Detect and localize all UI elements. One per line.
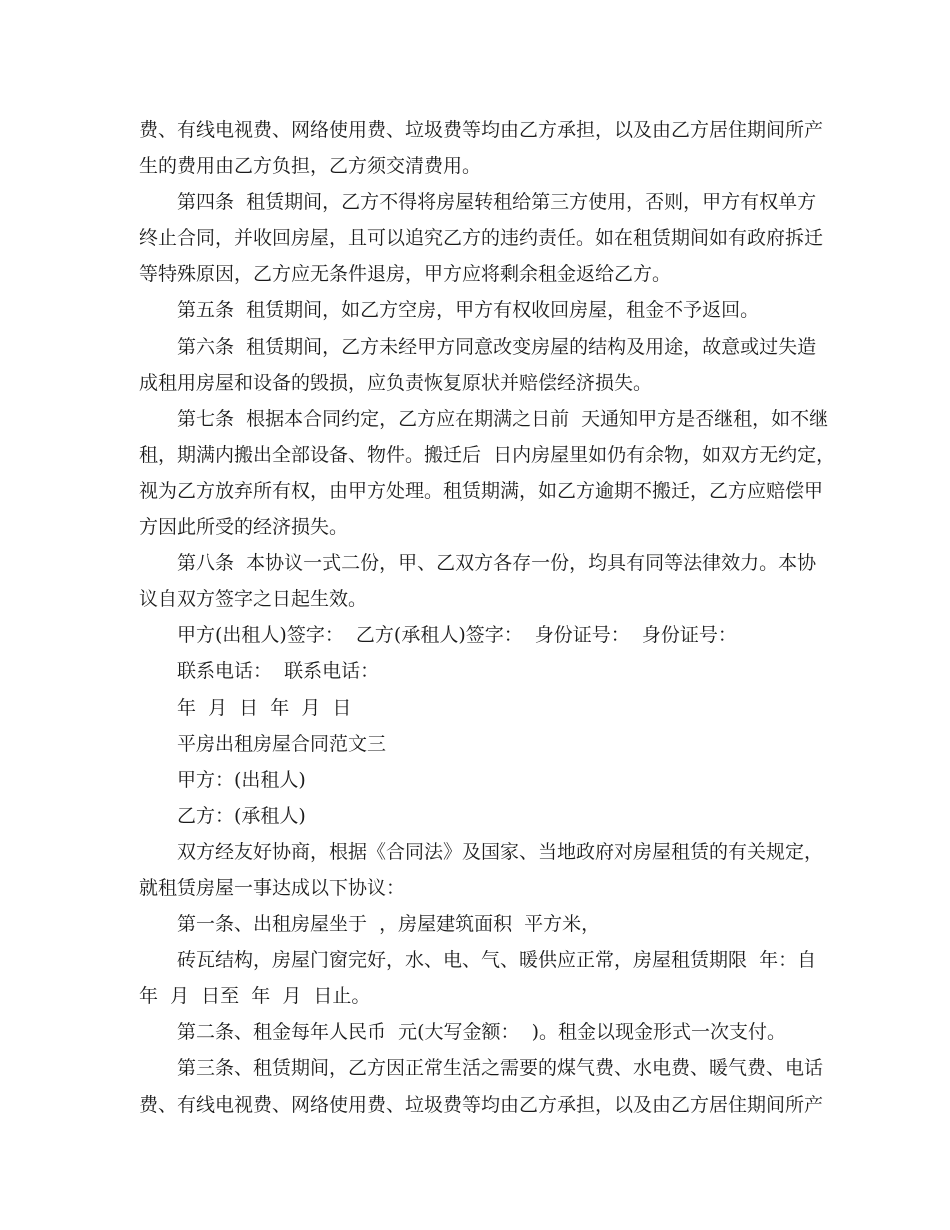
text-line: 第六条 租赁期间，乙方未经甲方同意改变房屋的结构及用途，故意或过失造 xyxy=(177,335,817,358)
text-line: 第四条 租赁期间，乙方不得将房屋转租给第三方使用，否则，甲方有权单方 xyxy=(177,191,817,214)
text-line: 甲方(出租人)签字： 乙方(承租人)签字： 身份证号： 身份证号： xyxy=(177,624,737,647)
text-line: 成租用房屋和设备的毁损，应负责恢复原状并赔偿经济损失。 xyxy=(139,371,653,394)
text-line: 第八条 本协议一式二份，甲、乙双方各存一份，均具有同等法律效力。本协 xyxy=(177,552,817,575)
text-line: 第二条、租金每年人民币 元(大写金额： )。租金以现金形式一次支付。 xyxy=(177,1021,786,1044)
text-line: 年 月 日至 年 月 日止。 xyxy=(139,985,371,1008)
text-line: 双方经友好协商，根据《合同法》及国家、当地政府对房屋租赁的有关规定， xyxy=(177,840,824,863)
text-line: 费、有线电视费、网络使用费、垃圾费等均由乙方承担，以及由乙方居住期间所产 xyxy=(139,1093,824,1116)
text-line: 生的费用由乙方负担，乙方须交清费用。 xyxy=(139,155,482,178)
text-line: 终止合同，并收回房屋，且可以追究乙方的违约责任。如在租赁期间如有政府拆迁 xyxy=(139,227,824,250)
text-line: 议自双方签字之日起生效。 xyxy=(139,588,368,611)
text-line: 甲方：(出租人) xyxy=(177,768,306,791)
text-line: 第五条 租赁期间，如乙方空房，甲方有权收回房屋，租金不予返回。 xyxy=(177,299,760,322)
text-line: 乙方：(承租人) xyxy=(177,804,306,827)
text-line: 第一条、出租房屋坐于 ，房屋建筑面积 平方米， xyxy=(177,913,601,936)
text-line: 租，期满内搬出全部设备、物件。搬迁后 日内房屋里如仍有余物，如双方无约定， xyxy=(139,443,836,466)
document-body xyxy=(139,112,836,1123)
text-line: 方因此所受的经济损失。 xyxy=(139,516,349,539)
text-line: 费、有线电视费、网络使用费、垃圾费等均由乙方承担，以及由乙方居住期间所产 xyxy=(139,119,824,141)
text-line: 砖瓦结构，房屋门窗完好，水、电、气、暖供应正常，房屋租赁期限 年：自 xyxy=(177,949,817,972)
text-line: 平房出租房屋合同范文三 xyxy=(177,732,387,755)
text-line: 年 月 日 年 月 日 xyxy=(177,696,352,719)
text-line: 视为乙方放弃所有权，由甲方处理。租赁期满，如乙方逾期不搬迁，乙方应赔偿甲 xyxy=(139,479,824,502)
text-line: 联系电话： 联系电话： xyxy=(177,660,380,683)
text-line: 等特殊原因，乙方应无条件退房，甲方应将剩余租金返给乙方。 xyxy=(139,263,672,286)
text-line: 就租赁房屋一事达成以下协议： xyxy=(139,876,406,899)
text-line: 第七条 根据本合同约定，乙方应在期满之日前 天通知甲方是否继租，如不继 xyxy=(177,407,829,430)
text-line: 第三条、租赁期间，乙方因正常生活之需要的煤气费、水电费、暖气费、电话 xyxy=(177,1057,824,1080)
